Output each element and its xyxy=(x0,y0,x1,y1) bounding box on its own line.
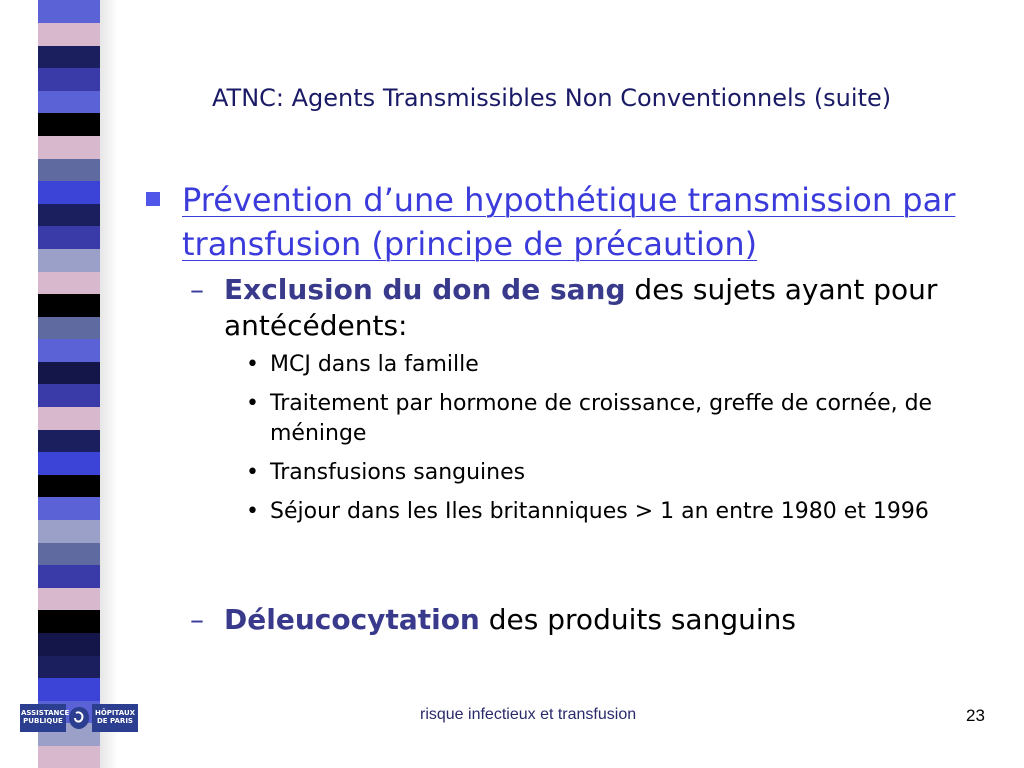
dot-bullet: • xyxy=(246,460,259,485)
decorative-stripes xyxy=(0,0,118,768)
stripe-band xyxy=(38,248,100,271)
ap-hp-logo xyxy=(20,704,138,732)
stripe-band xyxy=(38,136,100,159)
stripe-band xyxy=(38,632,100,655)
stripe-band xyxy=(38,181,100,204)
level2-emphasis: Exclusion du don de sang xyxy=(224,273,626,306)
stripe-band xyxy=(38,361,100,384)
footer-text: risque infectieux et transfusion xyxy=(420,706,637,723)
dot-bullet: • xyxy=(246,391,259,416)
dash-bullet: – xyxy=(190,273,204,306)
stripe-band xyxy=(38,226,100,249)
stripe-band xyxy=(38,271,100,294)
level2-text: des sujets ayant pour antécédents: xyxy=(224,273,938,342)
stripe-band xyxy=(38,203,100,226)
logo-emblem-icon xyxy=(68,706,90,730)
slide-title: ATNC: Agents Transmissibles Non Conventionnels (suite) xyxy=(212,84,892,112)
stripe-band xyxy=(38,158,100,181)
stripe-band xyxy=(38,745,100,768)
stripe-band xyxy=(38,429,100,452)
level3-list xyxy=(246,350,996,536)
stripe-band xyxy=(38,0,100,23)
stripe-band xyxy=(38,678,100,701)
list-item-text: Séjour dans les Iles britanniques > 1 an entre 1980 et 1996 xyxy=(270,499,929,524)
stripe-band xyxy=(38,90,100,113)
stripe-band xyxy=(38,316,100,339)
list-item-text: MCJ dans la famille xyxy=(270,352,479,377)
stripe-band xyxy=(38,339,100,362)
stripe-band xyxy=(38,497,100,520)
stripe-band xyxy=(38,113,100,136)
list-item xyxy=(246,497,996,527)
level2-item-deleucocytation xyxy=(190,602,970,638)
level1-bullet-item xyxy=(140,178,970,266)
list-item xyxy=(246,350,996,380)
level2-text: des produits sanguins xyxy=(479,603,796,636)
stripe-band xyxy=(38,407,100,430)
stripe-band xyxy=(38,542,100,565)
stripe-band xyxy=(38,587,100,610)
list-item xyxy=(246,389,996,449)
stripe-band xyxy=(38,45,100,68)
level2-item-exclusion xyxy=(190,272,970,344)
stripes-shadow xyxy=(100,0,118,768)
list-item-text: Traitement par hormone de croissance, greffe de cornée, de méninge xyxy=(270,391,933,446)
square-bullet-icon xyxy=(146,192,160,206)
stripe-band xyxy=(38,452,100,475)
stripe-band xyxy=(38,474,100,497)
stripe-band xyxy=(38,384,100,407)
level2-emphasis: Déleucocytation xyxy=(224,603,480,636)
stripe-band xyxy=(38,294,100,317)
logo-left-text: ASSISTANCE PUBLIQUE xyxy=(21,709,70,725)
dash-bullet: – xyxy=(190,603,204,636)
stripe-band xyxy=(38,520,100,543)
stripe-band xyxy=(38,610,100,633)
stripe-band xyxy=(38,68,100,91)
list-item-text: Transfusions sanguines xyxy=(270,460,526,485)
stripe-band xyxy=(38,565,100,588)
page-number: 23 xyxy=(966,706,985,725)
list-item xyxy=(246,458,996,488)
stripe-band xyxy=(38,655,100,678)
dot-bullet: • xyxy=(246,499,259,524)
stripe-band xyxy=(38,23,100,46)
level1-text[interactable]: Prévention d’une hypothétique transmission par transfusion (principe de précaution) xyxy=(182,181,956,263)
dot-bullet: • xyxy=(246,352,259,377)
logo-right-text: HÔPITAUX DE PARIS xyxy=(94,709,136,725)
